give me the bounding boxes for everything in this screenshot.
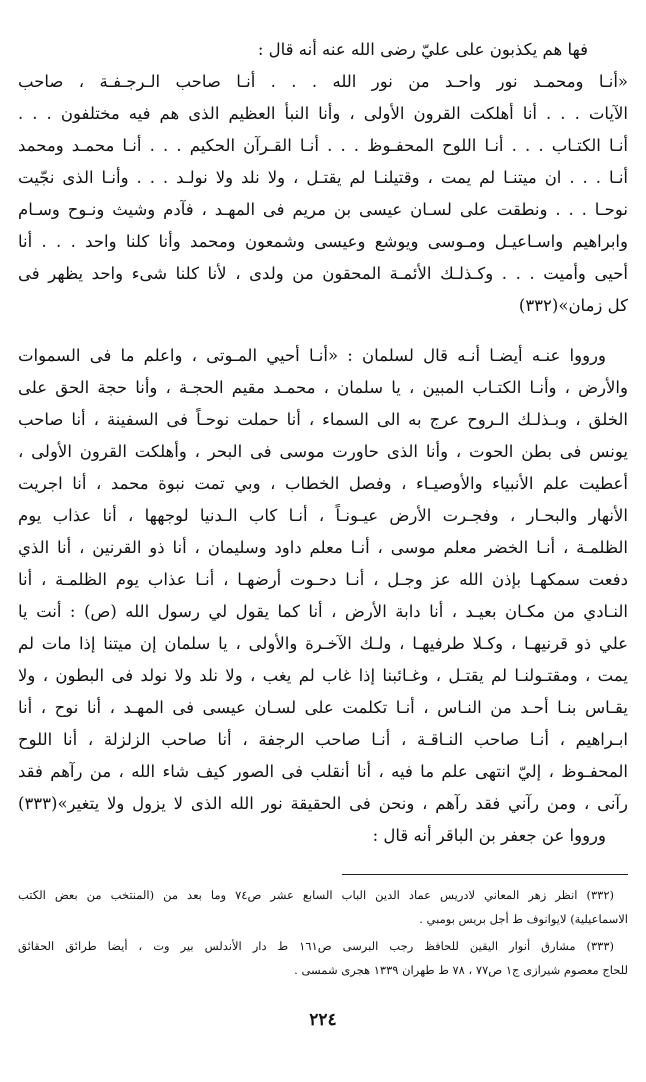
footnote-divider: [342, 874, 628, 875]
text-line: الخلق ، وبـذلـك الـروح عرج به الى السماء ، أنا حملت نوحـاً فى السفينة ، أنا صاحب: [18, 410, 628, 429]
text-line: «أنـا ومحمـد نور واحـد من نور الله . . . أنـا صاحب الـرجـفـة ، صاحب: [18, 72, 628, 91]
footnote-line: (٣٣٢) انظر زهر المعاني لادريس عماد الدين الباب السابع عشر ص٧٤ وما بعد من (المنتخب من بعض الكتب: [18, 888, 614, 902]
text-line: أحيى وأميت . . . وكـذلـك الأئمـة المحقون من ولدى ، لأنا كلنا شىء واحد يظهر فى: [18, 264, 628, 283]
text-line: فها هم يكذبون على عليّ رضى الله عنه أنه قال :: [257, 40, 588, 59]
text-line: المحفـوظ ، إليّ انتهى علم ما فيه ، أنا أنقلب فى الصور كيف شاء الله ، من رآهم فقد: [18, 762, 628, 781]
text-line: والأرض ، وأنـا الكتـاب المبين ، يا سلمان ، محمـد مقيم الحجـة ، وأنا حجة الحق على: [18, 378, 628, 397]
text-line: كل زمان»(٣٣٢): [518, 296, 628, 315]
text-line: دفعت سمكهـا بإذن الله عز وجـل ، أنـا دحـوت أرضهـا ، أنـا عذاب يوم الظلمـة ، أنا: [18, 570, 628, 589]
text-line: أنـا . . . ان ميتنـا لم يمت ، وقتيلنـا لم يقتـل ، ولا نلد ولا نولـد . . . وأنـا الذى نجّيت: [18, 168, 628, 187]
text-line: وابراهيم واسـاعيـل ومـوسى ويوشع وعيسى وشمعون ومحمد وأنا كلنا واحد . . . أنا: [18, 232, 628, 251]
footnote-line: للحاج معصوم شيرازى ج١ ص٧٧ ، ٧٨ ط طهران ١٣٣٩ هجرى شمسى .: [294, 963, 628, 977]
text-line: ورووا عن جعفر بن الباقر أنه قال :: [372, 826, 606, 845]
text-line: أعطيت علم الأنبياء والأوصيـاء ، وفصل الخطاب ، وبي تمت نبوة محمد ، أنا اجريت: [18, 474, 628, 493]
text-line: علي ذو قرنيهـا ، وكـلا طرفيهـا ، ولـك الآخـرة والأولى ، يا سلمان إن ميتنا إذا مات لم: [18, 634, 628, 653]
text-line: الأنهار والبحـار ، وفجـرت الأرض عيـونـاً ، أنـا كاب الـدنيا لوجهها ، أنا عذاب يوم: [18, 506, 628, 525]
text-line: الآيات . . . أنا أهلكت القرون الأولى ، وأنا النبأ العظيم الذى هم فيه مختلفون . . .: [18, 104, 628, 123]
text-line: نوحـا . . . ونطقت على لسـان عيسى بن مريم فى المهـد ، فآدم وشيث ونـوح وسـام: [18, 200, 628, 219]
text-line: يقـاس بنـا أحـد من النـاس ، أنـا تكلمت على لسـان عيسى فى المهـد ، أنا نوح ، أنا: [18, 698, 628, 717]
footnote-line: الاسماعيلية) لايوانوف ط أجل بريس بومبي .: [419, 912, 628, 926]
text-line: يونس فى بطن الحوت ، وأنا الذى حاورت موسى فى البحر ، وأهلكت القرون الأولى ،: [18, 442, 628, 461]
text-line: الظلمـة ، أنـا الخضر معلم موسى ، أنـا معلم داود وسليمان ، أنا ذو القرنين ، أنا الذي: [18, 538, 628, 557]
text-line: أنـا الكتـاب . . . أنـا اللوح المحفـوظ . . . أنـا القـرآن الحكيم . . . أنـا محمـد ومحمد: [18, 136, 628, 155]
text-line: رآنى ، ومن رآني فقد رآهم ، ونحن فى الحقيقة نور الله الذى لا يزول ولا يتغير»(٣٣٣): [18, 794, 628, 813]
text-line: ابـراهيم ، أنـا صاحب النـاقـة ، أنـا صاحب الرجفة ، أنا صاحب الزلزلة ، أنا اللوح: [18, 730, 628, 749]
text-line: يمت ، ومقتـولنـا لم يقتـل ، وغـائبنا إذا غاب لم يغب ، ولا نلد ولا نولد فى البطون ، ولا: [18, 666, 628, 685]
text-line: النـادي من مكـان بعيـد ، أنا دابة الأرض ، أنا كما يقول لي رسول الله (ص) : أنت يا: [18, 602, 628, 621]
footnote-line: (٣٣٣) مشارق أنوار اليقين للحافظ رجب البرسى ص١٦١ ط دار الأندلس بير وت ، أيضا طرائق الحقائق: [18, 939, 614, 953]
text-line: ورووا عنـه أيضـا أنـه قال لسلمان : «أنـا أحيي المـوتى ، واعلم ما فى السموات: [18, 346, 606, 365]
page-number: ٢٢٤: [309, 1010, 337, 1030]
